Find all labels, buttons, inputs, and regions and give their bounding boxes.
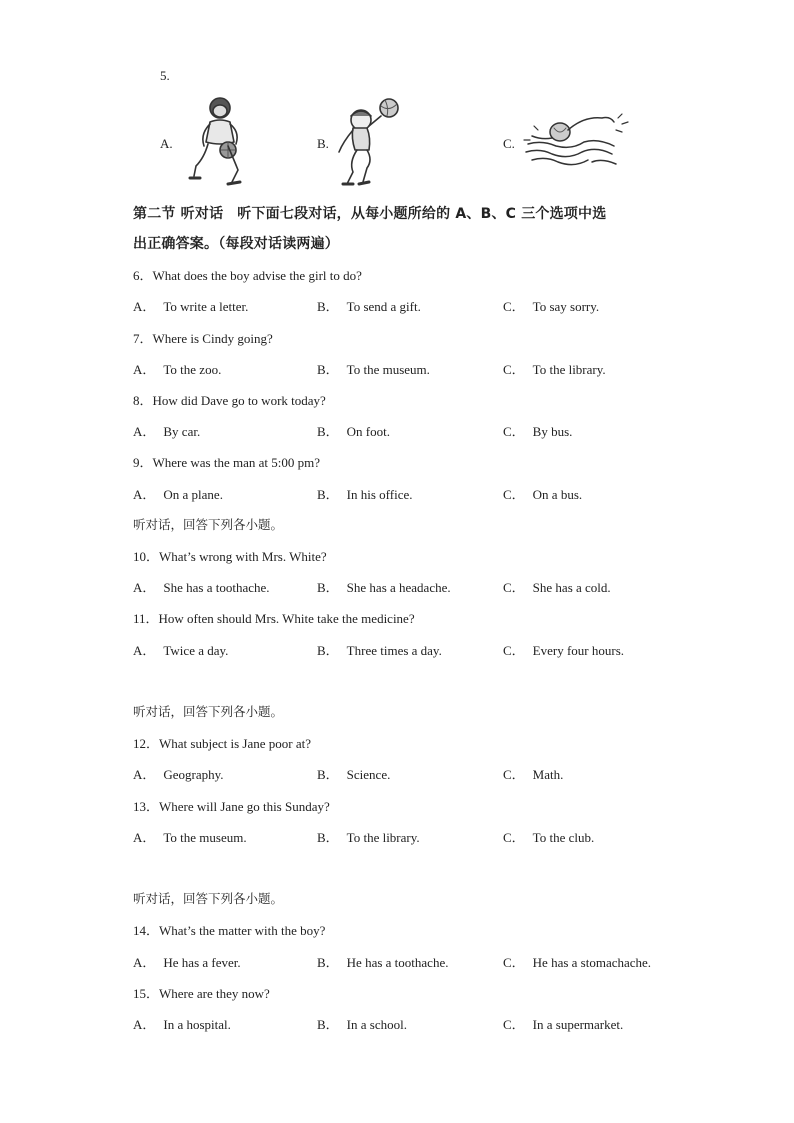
option-text: Science. (346, 767, 391, 782)
option-text: Math. (532, 767, 564, 782)
option-text: By car. (163, 424, 201, 439)
q5-option-b-letter[interactable]: B. (317, 136, 329, 151)
option-letter: B． (317, 955, 339, 970)
q6-option-c[interactable] (503, 296, 599, 315)
option-letter: A． (133, 487, 156, 502)
option-letter: A． (133, 830, 156, 845)
option-letter: C． (503, 362, 525, 377)
q15-option-a[interactable] (133, 1014, 231, 1033)
option-text: To say sorry. (532, 299, 600, 314)
option-text: She has a toothache. (163, 580, 270, 595)
q13-option-b[interactable] (317, 827, 420, 846)
section-instruction-line1: 听下面七段对话，从每小题所给的 A、B、C 三个选项中选 (237, 206, 607, 222)
q14-option-a[interactable] (133, 952, 241, 971)
option-letter: C． (503, 830, 525, 845)
q9-option-a[interactable] (133, 484, 223, 503)
option-letter: A． (133, 580, 156, 595)
q9-option-b[interactable] (317, 484, 413, 503)
basketball-player-icon[interactable] (188, 96, 248, 188)
q7-option-b[interactable] (317, 359, 430, 378)
listening-note: 听对话，回答下列各小题。 (133, 517, 284, 532)
q8-option-b[interactable] (317, 421, 390, 440)
option-letter: C． (503, 299, 525, 314)
option-text: She has a cold. (532, 580, 611, 595)
option-letter: A． (133, 1017, 156, 1032)
option-text: To send a gift. (346, 299, 421, 314)
question-14: 14．What’s the matter with the boy? (133, 923, 326, 938)
option-letter: B． (317, 830, 339, 845)
option-letter: C． (503, 487, 525, 502)
listening-note: 听对话，回答下列各小题。 (133, 704, 284, 719)
option-letter: A． (133, 362, 156, 377)
option-letter: C． (503, 580, 525, 595)
q10-option-b[interactable] (317, 577, 451, 596)
option-text: To the library. (346, 830, 420, 845)
q6-option-b[interactable] (317, 296, 421, 315)
option-letter: B． (317, 767, 339, 782)
option-letter: C． (503, 767, 525, 782)
q11-option-b[interactable] (317, 640, 442, 659)
listening-note: 听对话，回答下列各小题。 (133, 891, 284, 906)
q7-option-a[interactable] (133, 359, 221, 378)
section-header (133, 199, 673, 259)
option-letter: A． (133, 955, 156, 970)
q9-option-c[interactable] (503, 484, 582, 503)
question-10: 10．What’s wrong with Mrs. White? (133, 549, 327, 564)
option-text: To the club. (532, 830, 595, 845)
question-15: 15．Where are they now? (133, 986, 270, 1001)
q5-option-a-letter[interactable]: A. (160, 136, 173, 151)
question-12: 12．What subject is Jane poor at? (133, 736, 311, 751)
q8-option-a[interactable] (133, 421, 200, 440)
option-letter: B． (317, 487, 339, 502)
option-text: In a supermarket. (532, 1017, 624, 1032)
q15-option-b[interactable] (317, 1014, 407, 1033)
question-9: 9．Where was the man at 5:00 pm? (133, 455, 320, 470)
q10-option-c[interactable] (503, 577, 611, 596)
q12-option-c[interactable] (503, 764, 563, 783)
option-text: On a plane. (163, 487, 223, 502)
option-text: He has a fever. (163, 955, 241, 970)
question-8: 8．How did Dave go to work today? (133, 393, 326, 408)
option-letter: A． (133, 299, 156, 314)
volleyball-player-icon[interactable] (333, 96, 403, 188)
q11-option-a[interactable] (133, 640, 228, 659)
option-text: To write a letter. (163, 299, 249, 314)
q8-option-c[interactable] (503, 421, 572, 440)
question-11: 11．How often should Mrs. White take the medicine? (133, 611, 415, 626)
option-letter: C． (503, 424, 525, 439)
q15-option-c[interactable] (503, 1014, 623, 1033)
option-letter: A． (133, 424, 156, 439)
option-letter: C． (503, 955, 525, 970)
q10-option-a[interactable] (133, 577, 270, 596)
q13-option-a[interactable] (133, 827, 247, 846)
option-letter: B． (317, 643, 339, 658)
q11-option-c[interactable] (503, 640, 624, 659)
option-letter: A． (133, 643, 156, 658)
q6-option-a[interactable] (133, 296, 248, 315)
option-text: To the library. (532, 362, 606, 377)
option-letter: C． (503, 643, 525, 658)
question-13: 13．Where will Jane go this Sunday? (133, 799, 330, 814)
option-text: In a hospital. (163, 1017, 231, 1032)
q7-option-c[interactable] (503, 359, 606, 378)
question-5-number: 5. (160, 68, 170, 83)
q5-option-c-letter[interactable]: C. (503, 136, 515, 151)
q14-option-b[interactable] (317, 952, 448, 971)
option-letter: A． (133, 767, 156, 782)
option-text: On foot. (346, 424, 391, 439)
option-text: He has a toothache. (346, 955, 449, 970)
swimmer-icon[interactable] (522, 110, 630, 172)
option-text: Twice a day. (163, 643, 229, 658)
option-text: By bus. (532, 424, 573, 439)
option-text: In a school. (346, 1017, 407, 1032)
option-text: To the museum. (346, 362, 430, 377)
option-text: In his office. (346, 487, 413, 502)
option-letter: C． (503, 1017, 525, 1032)
option-letter: B． (317, 1017, 339, 1032)
option-letter: B． (317, 299, 339, 314)
option-text: Every four hours. (532, 643, 625, 658)
option-text: On a bus. (532, 487, 583, 502)
q12-option-a[interactable] (133, 764, 224, 783)
section-title: 第二节 听对话 (133, 206, 224, 222)
option-text: Geography. (163, 767, 224, 782)
option-letter: B． (317, 362, 339, 377)
option-text: He has a stomachache. (532, 955, 652, 970)
q14-option-c[interactable] (503, 952, 651, 971)
option-letter: B． (317, 580, 339, 595)
option-text: To the zoo. (163, 362, 222, 377)
q12-option-b[interactable] (317, 764, 390, 783)
section-instruction-line2: 出正确答案。（每段对话读两遍） (133, 236, 339, 252)
q13-option-c[interactable] (503, 827, 594, 846)
option-letter: B． (317, 424, 339, 439)
option-text: She has a headache. (346, 580, 451, 595)
question-6: 6．What does the boy advise the girl to do? (133, 268, 362, 283)
question-7: 7．Where is Cindy going? (133, 331, 273, 346)
option-text: Three times a day. (346, 643, 442, 658)
option-text: To the museum. (163, 830, 247, 845)
